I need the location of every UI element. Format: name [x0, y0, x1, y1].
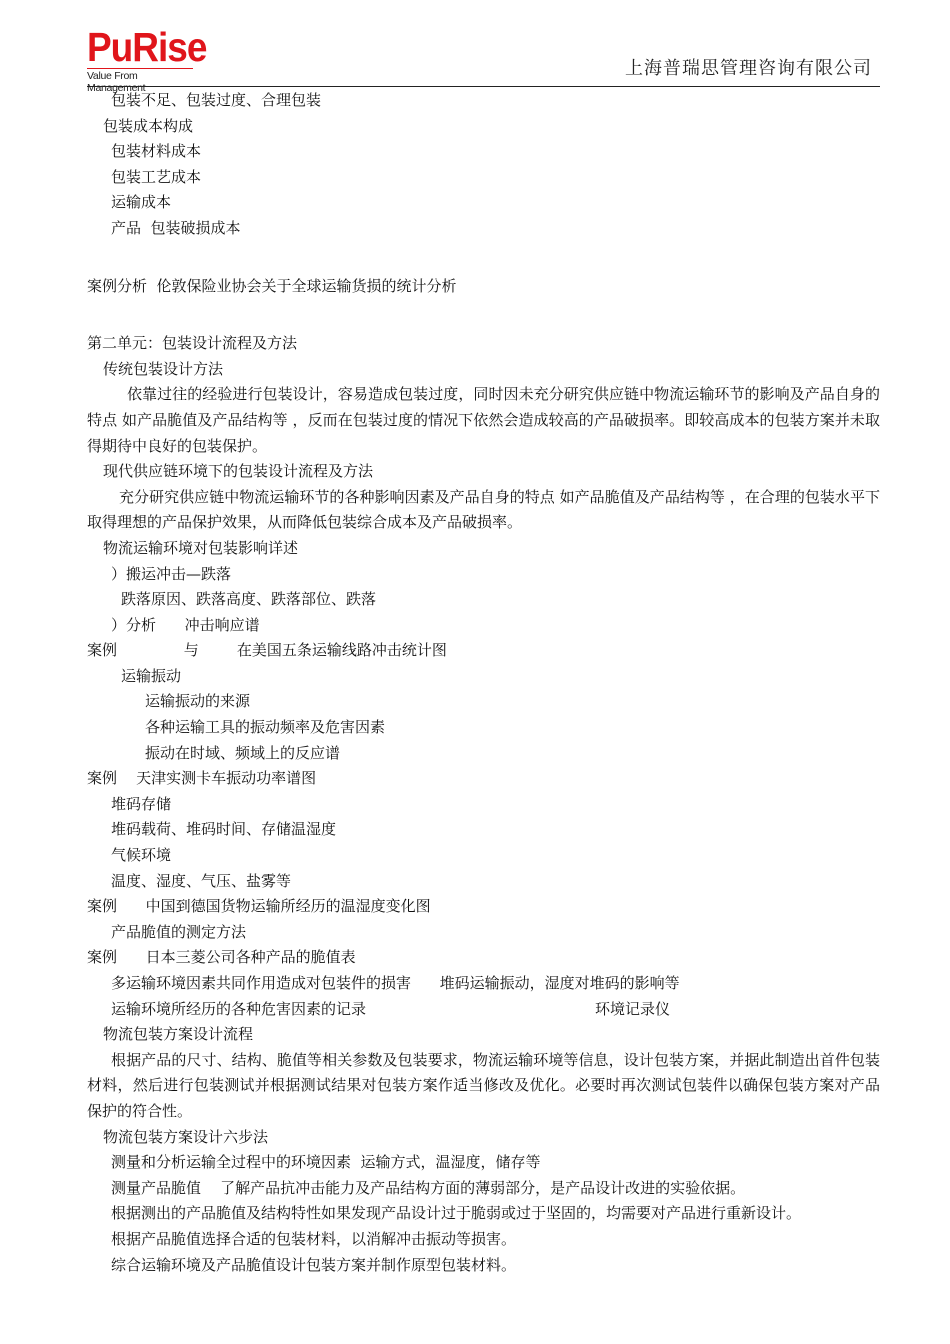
case-line: 案例 日本三菱公司各种产品的脆值表 [87, 948, 356, 967]
text-line: 多运输环境因素共同作用造成对包装件的损害 堆码运输振动，湿度对堆码的影响等 [111, 974, 680, 992]
text-line: 堆码存储 [111, 794, 172, 813]
text-line: 包装成本构成 [103, 116, 194, 135]
spacer [87, 242, 880, 274]
text-line: 综合运输环境及产品脆值设计包装方案并制作原型包装材料。 [111, 1255, 517, 1274]
text-line: 测量产品脆值 了解产品抗冲击能力及产品结构方面的薄弱部分，是产品设计改进的实验依据。 [111, 1178, 746, 1197]
case-line: 案例 天津实测卡车振动功率谱图 [87, 769, 317, 788]
text-line: 产品脆值的测定方法 [111, 922, 247, 941]
text-line: ）分析 冲击响应谱 [111, 615, 260, 634]
text-line: 根据产品脆值选择合适的包装材料，以消解冲击振动等损害。 [111, 1229, 517, 1248]
text-line: 振动在时域、频域上的反应谱 [145, 743, 341, 762]
text-line [87, 997, 880, 1023]
text-line: 根据测出的产品脆值及结构特性如果发现产品设计过于脆弱或过于坚固的，均需要对产品进行重新设计。 [111, 1204, 802, 1223]
spacer [87, 299, 880, 331]
text-line: 温度、湿度、气压、盐雾等 [111, 871, 292, 890]
case-line: 案例 中国到德国货物运输所经历的温湿度变化图 [87, 897, 431, 916]
document-body [87, 88, 880, 1278]
paragraph: 根据产品的尺寸、结构、脆值等相关参数及包装要求，物流运输环境等信息，设计包装方案，并据此制造出首件包装材料，然后进行包装测试并根据测试结果对包装方案作适当修改及优化。必要时再次测试包装件以确保包装方案对产品保护的符合性。 [87, 1050, 880, 1120]
logo-tagline: Value From Management [87, 68, 193, 94]
text-line: 包装工艺成本 [111, 167, 202, 186]
text-line: 包装材料成本 [111, 142, 202, 161]
section-heading: 物流包装方案设计六步法 [103, 1127, 269, 1146]
logo-wordmark: PuRise [87, 24, 207, 70]
company-name: 上海普瑞思管理咨询有限公司 [625, 58, 872, 79]
text-line: 测量和分析运输全过程中的环境因素 运输方式，温湿度，储存等 [111, 1153, 541, 1172]
text-segment: 运输环境所经历的各种危害因素的记录 [111, 999, 367, 1018]
section-heading: 传统包装设计方法 [103, 359, 224, 378]
text-line: 运输振动 [121, 666, 182, 685]
case-line: 案例 与 在美国五条运输线路冲击统计图 [87, 641, 447, 660]
text-line: 运输成本 [111, 193, 172, 212]
text-line: 气候环境 [111, 846, 172, 865]
text-line: ）搬运冲击—跌落 [111, 564, 232, 583]
text-line: 运输振动的来源 [145, 692, 251, 711]
unit-heading: 第二单元：包装设计流程及方法 [87, 334, 298, 353]
page-header [87, 24, 880, 94]
text-line: 各种运输工具的振动频率及危害因素 [145, 718, 386, 737]
text-segment: 环境记录仪 [595, 999, 671, 1018]
purise-logo [87, 26, 206, 94]
paragraph: 充分研究供应链中物流运输环节的各种影响因素及产品自身的特点 如产品脆值及产品结构等 ，在合理的包装水平下取得理想的产品保护效果，从而降低包装综合成本及产品破损率。 [87, 487, 880, 532]
case-heading: 案例分析 伦敦保险业协会关于全球运输货损的统计分析 [87, 276, 457, 295]
text-line: 堆码载荷、堆码时间、存储温湿度 [111, 820, 337, 839]
section-heading: 物流运输环境对包装影响详述 [103, 538, 299, 557]
paragraph: 依靠过往的经验进行包装设计，容易造成包装过度，同时因未充分研究供应链中物流运输环节的影响及产品自身的特点 如产品脆值及产品结构等 ，反而在包装过度的情况下依然会造成较高的产品破损率。即较高成本的包装方案并未取得期待中良好的包装保护。 [87, 385, 880, 455]
text-line: 产品 包装破损成本 [111, 218, 241, 237]
text-line: 跌落原因、跌落高度、跌落部位、跌落 [121, 590, 377, 609]
text-line: 包装不足、包装过度、合理包装 [111, 91, 322, 109]
section-heading: 物流包装方案设计流程 [103, 1025, 254, 1044]
section-heading: 现代供应链环境下的包装设计流程及方法 [103, 462, 374, 481]
